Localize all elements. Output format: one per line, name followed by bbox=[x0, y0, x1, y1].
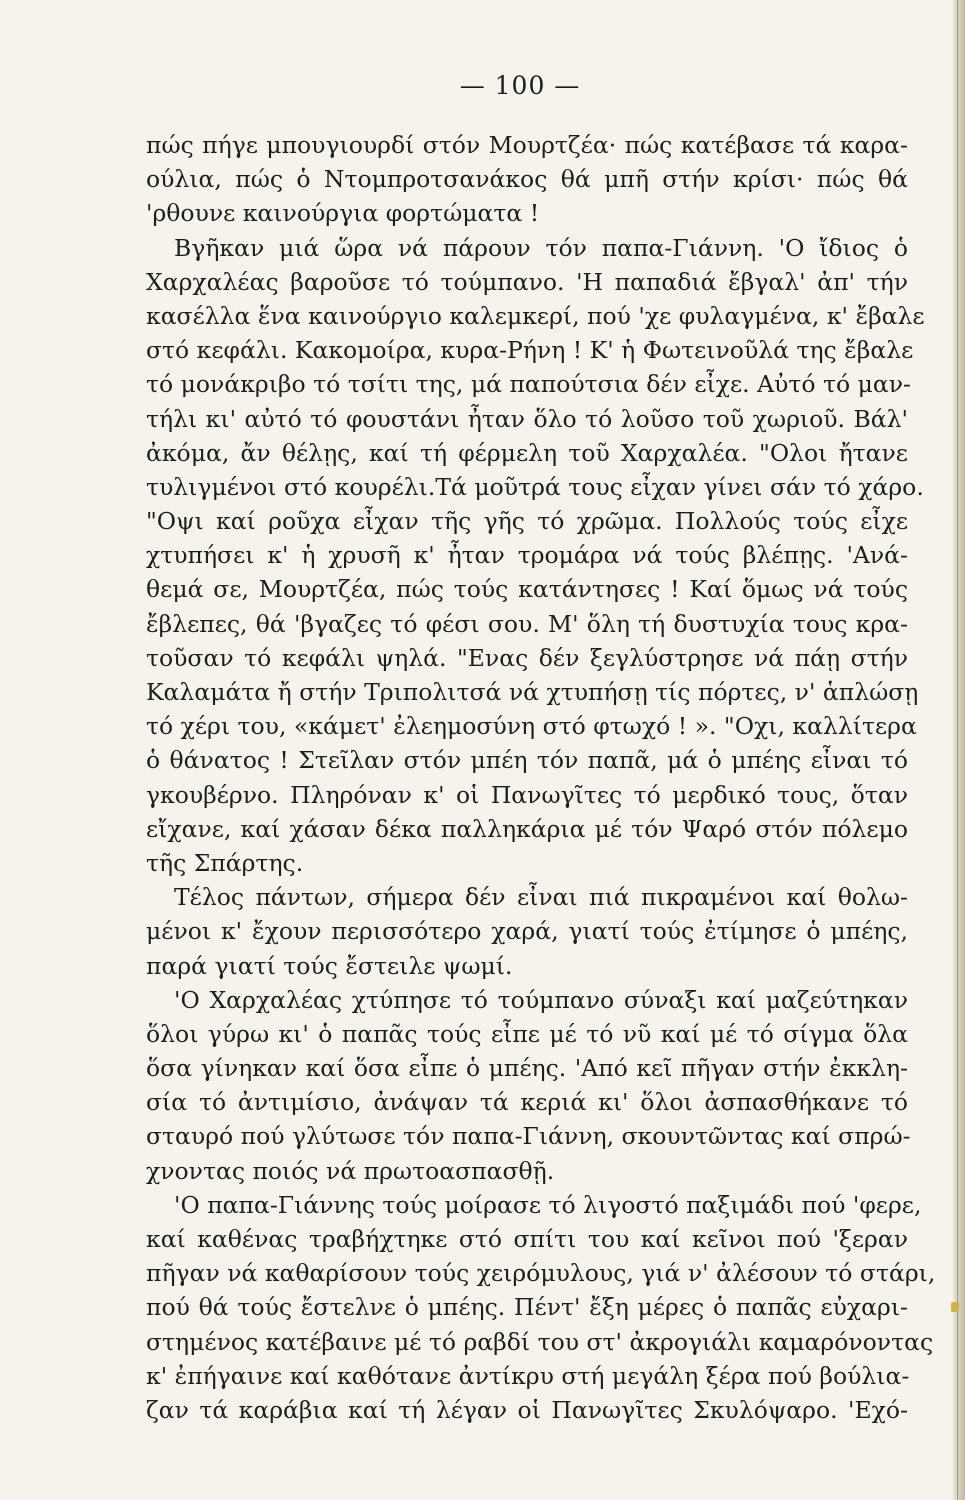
text-line: ὅσα γίνηκαν καί ὅσα εἶπε ὁ μπέης. 'Από κεῖ πῆγαν στήν ἐκκλη- bbox=[146, 1054, 908, 1083]
book-spine-edge bbox=[953, 0, 965, 1500]
text-line: 'Ο Χαρχαλέας χτύπησε τό τούμπανο σύναξι καί μαζεύτηκαν bbox=[174, 985, 908, 1014]
text-line: Τέλος πάντων, σήμερα δέν εἶναι πιά πικραμένοι καί θολω- bbox=[174, 883, 908, 912]
text-line: καί καθένας τραβήχτηκε στό σπίτι του καί κεῖνοι πού 'ξεραν bbox=[146, 1225, 908, 1253]
text-line: ὅλοι γύρω κι' ὁ παπᾶς τούς εἶπε μέ τό νῦ καί μέ τό σίγμα ὅλα bbox=[146, 1019, 908, 1048]
text-line: σταυρό πού γλύτωσε τόν παπα-Γιάννη, σκουντῶντας καί σπρώ- bbox=[146, 1122, 911, 1151]
text-line: ούλια, πώς ὁ Ντομπροτσανάκος θά μπῆ στήν κρίσι· πώς θά bbox=[146, 165, 908, 194]
text-line: πώς πήγε μπουγιουρδί στόν Μουρτζέα· πώς κατέβασε τά καρα- bbox=[146, 131, 908, 159]
text-line: χνοντας ποιός νά πρωτοασπασθῇ. bbox=[146, 1156, 555, 1185]
text-line: πού θά τούς ἔστελνε ὁ μπέης. Πέντ' ἔξη μέρες ὁ παπᾶς εὐχαρι- bbox=[146, 1293, 908, 1322]
text-line: εἴχανε, καί χάσαν δέκα παλληκάρια μέ τόν Ψαρό στόν πόλεμο bbox=[146, 814, 908, 843]
text-line: ἔβλεπες, θά 'βγαζες τό φέσι σου. Μ' ὅλη τή δυστυχία τους κρα- bbox=[146, 609, 908, 638]
text-line: τό χέρι του, «κάμετ' ἐλεημοσύνη στό φτωχό ! ». "Οχι, καλλίτερα bbox=[146, 712, 917, 741]
text-line: Χαρχαλέας βαροῦσε τό τούμπανο. 'Η παπαδιά ἔβγαλ' ἀπ' τήν bbox=[146, 267, 908, 296]
text-line: τυλιγμένοι στό κουρέλι.Τά μοῦτρά τους εἶχαν γίνει σάν τό χάρο. bbox=[146, 472, 924, 501]
gutter-line bbox=[957, 0, 958, 1500]
text-line: ζαν τά καράβια καί τή λέγαν οἱ Πανωγῖτες Σκυλόψαρο. 'Εχό- bbox=[146, 1395, 908, 1424]
text-line: θεμά σε, Μουρτζέα, πώς τούς κατάντησες ! Καί ὅμως νά τούς bbox=[146, 575, 908, 604]
text-line: Βγῆκαν μιά ὥρα νά πάρουν τόν παπα-Γιάννη. 'Ο ἴδιος ὁ bbox=[174, 233, 908, 262]
text-line: γκουβέρνο. Πληρόναν κ' οἱ Πανωγῖτες τό μερδικό τους, ὅταν bbox=[146, 780, 908, 809]
text-line: πῆγαν νά καθαρίσουν τούς χειρόμυλους, γιά ν' ἀλέσουν τό στάρι, bbox=[146, 1259, 936, 1288]
text-line: παρά γιατί τούς ἔστειλε ψωμί. bbox=[146, 951, 513, 980]
text-line: ἀκόμα, ἄν θέλῃς, καί τή φέρμελη τοῦ Χαρχαλέα. "Ολοι ἤτανε bbox=[146, 438, 908, 467]
text-line: 'Ο παπα-Γιάννης τούς μοίρασε τό λιγοστό παξιμάδι πού 'φερε, bbox=[174, 1190, 922, 1219]
text-line: σία τό ἀντιμίσιο, ἀνάψαν τά κεριά κι' ὅλοι ἀσπασθήκανε τό bbox=[146, 1088, 908, 1117]
text-line: 'ρθουνε καινούργια φορτώματα ! bbox=[146, 199, 540, 228]
text-line: κ' ἐπήγαινε καί καθότανε ἀντίκρυ στή μεγάλη ξέρα πού βούλια- bbox=[146, 1361, 910, 1390]
body-text bbox=[146, 128, 936, 1427]
text-line: μένοι κ' ἔχουν περισσότερο χαρά, γιατί τούς ἐτίμησε ὁ μπέης, bbox=[146, 917, 908, 946]
text-line: τοῦσαν τό κεφάλι ψηλά. "Ενας δέν ξεγλύστρησε νά πάῃ στήν bbox=[146, 643, 908, 672]
text-line: ὁ θάνατος ! Στεῖλαν στόν μπέη τόν παπᾶ, μά ὁ μπέης εἶναι τό bbox=[146, 746, 908, 775]
margin-mark bbox=[951, 1302, 959, 1312]
text-line: κασέλλα ἕνα καινούργιο καλεμκερί, πού 'χε φυλαγμένα, κ' ἔβαλε bbox=[146, 301, 925, 330]
page-number: — 100 — bbox=[459, 71, 581, 100]
text-line: τήλι κι' αὐτό τό φουστάνι ἦταν ὅλο τό λοῦσο τοῦ χωριοῦ. Βάλ' bbox=[146, 404, 908, 433]
text-line: τό μονάκριβο τό τσίτι της, μά παπούτσια δέν εἶχε. Αὐτό τό μαν- bbox=[146, 370, 911, 399]
text-line: Καλαμάτα ἤ στήν Τριπολιτσά νά χτυπήσῃ τίς πόρτες, ν' ἁπλώσῃ bbox=[146, 678, 919, 706]
text-line: στό κεφάλι. Κακομοίρα, κυρα-Ρήνη ! Κ' ἡ Φωτεινοῦλά της ἔβαλε bbox=[146, 336, 914, 365]
text-line: στημένος κατέβαινε μέ τό ραβδί του στ' ἀκρογιάλι καμαρόνοντας bbox=[146, 1327, 934, 1356]
text-line: "Οψι καί ροῦχα εἶχαν τῆς γῆς τό χρῶμα. Πολλούς τούς εἶχε bbox=[146, 507, 908, 536]
text-line: χτυπήσει κ' ἡ χρυσῆ κ' ἦταν τρομάρα νά τούς βλέπῃς. 'Ανά- bbox=[146, 541, 908, 570]
text-line: τῆς Σπάρτης. bbox=[146, 848, 304, 877]
